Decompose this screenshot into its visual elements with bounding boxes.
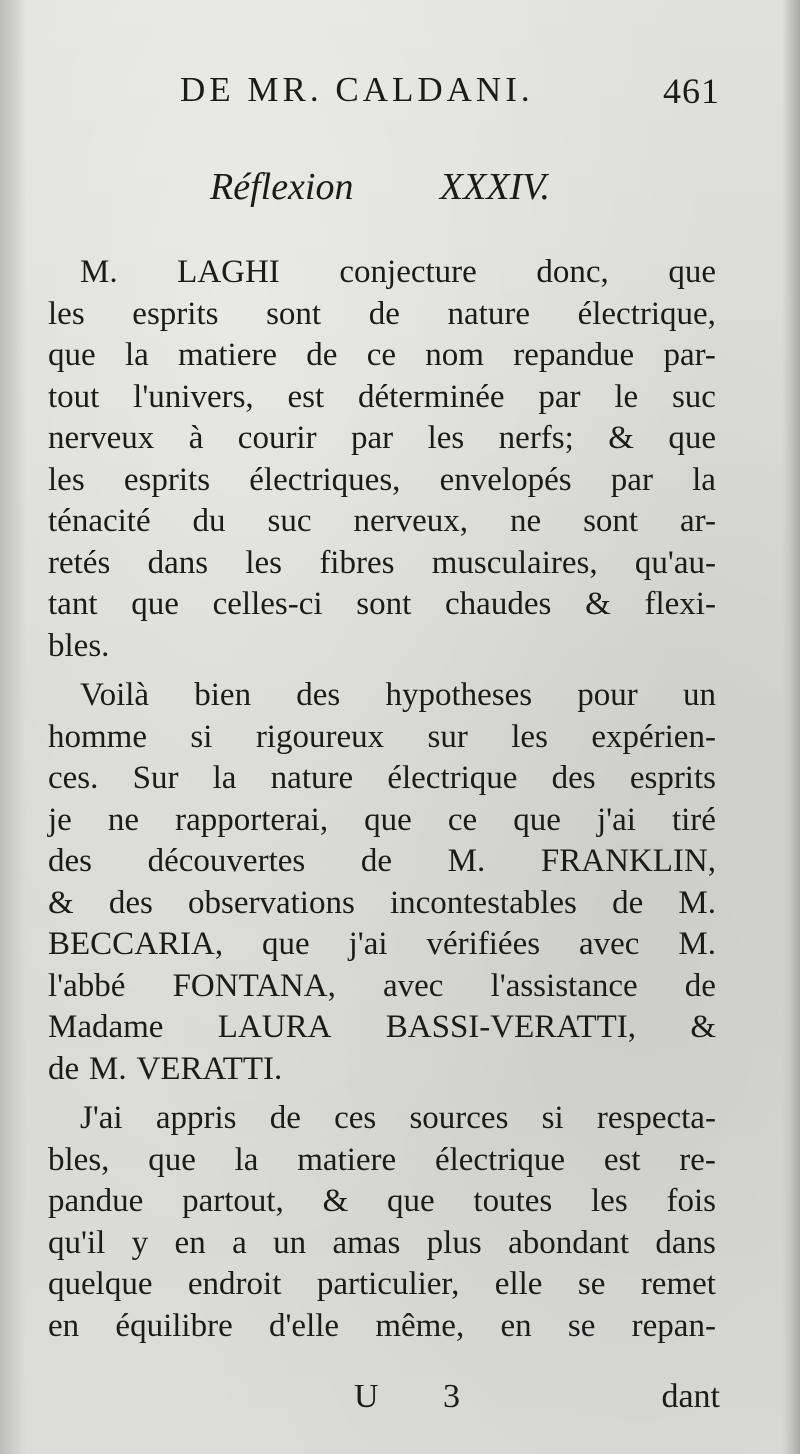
word: par- [663,337,716,373]
word: de [612,884,644,921]
word: VERATTI. [136,1050,283,1087]
word: j'ai [596,801,636,838]
word: que [364,801,412,838]
word: pour [577,677,638,713]
word: un [682,677,716,713]
word: LAGHI [177,254,280,290]
word: tiré [671,801,716,838]
word: observations [187,884,355,921]
word: vérifiées [426,926,541,962]
word: le [614,378,639,415]
page-gutter-shadow [0,0,26,1454]
paragraph [48,675,716,1090]
word: électrique [387,760,518,796]
word: de [360,843,393,879]
signature-mark: U 3 [354,1378,489,1415]
text-line [48,252,716,294]
text-line [48,584,716,626]
word: des [551,760,596,796]
word: l'assistance [490,967,638,1004]
word: Voilà [80,677,150,713]
word: à [188,420,204,456]
text-line [48,841,716,883]
word: par [610,461,653,498]
word: & [690,1009,716,1045]
word: M. [80,254,118,290]
word: les [48,461,85,498]
text-line [48,1098,716,1140]
page-edge-shadow [782,0,800,1454]
body-text [48,252,716,1347]
text-line [48,294,716,336]
text-line [48,626,716,668]
word: ces. [48,760,99,796]
word: est [287,378,325,415]
word: qu'il [48,1224,106,1261]
word: d'elle [268,1307,340,1344]
word: électrique, [577,295,716,332]
word: FONTANA, [172,967,336,1004]
word: que [148,1141,196,1178]
text-line [48,1264,716,1306]
word: en [48,1307,80,1344]
word: de [368,295,400,332]
word: sur [427,718,468,755]
word: tant [48,586,98,622]
text-line [48,1049,716,1091]
word: l'abbé [48,967,126,1004]
text-line [48,758,716,800]
word: nature [270,760,354,796]
word: la [234,1141,259,1178]
word: un [273,1224,307,1261]
word: j'ai [348,926,388,962]
word: particulier, [316,1266,460,1302]
word: tout [48,378,100,415]
word: sont [583,503,639,539]
word: y [131,1224,149,1261]
word: que [668,254,716,290]
word: même, [375,1307,465,1344]
word: hypotheses [385,677,533,713]
word: fibres [319,544,395,581]
word: rapporterai, [175,801,329,838]
word: je [48,801,72,838]
page-header [180,70,720,130]
word: les [511,718,548,755]
word: appris [155,1100,237,1136]
word: conjecture [339,254,477,290]
word: déterminée [357,378,505,415]
word: de [684,967,716,1004]
section-title-number: XXXIV. [439,166,550,208]
word: matiere [297,1141,397,1178]
word: la [212,760,237,796]
word: & [585,586,611,622]
word: FRANKLIN, [540,843,716,879]
word: du [192,503,226,539]
text-line [48,717,716,759]
word: M. [678,926,716,962]
word: endroit [187,1266,282,1302]
word: des [108,884,153,921]
word: elle [494,1266,543,1302]
word: dans [655,1224,716,1261]
word: de [269,1100,301,1136]
running-head: DE MR. CALDANI. [180,70,534,109]
word: nature [447,295,530,332]
text-line [48,1007,716,1049]
word: courir [237,420,317,456]
word: & [322,1183,349,1219]
word: dans [147,544,209,581]
word: se [577,1266,606,1302]
word: pandue [48,1183,144,1219]
word: nom [425,337,484,373]
word: amas [332,1224,401,1261]
word: nerfs; [498,420,574,456]
paragraph-gap [48,667,716,675]
text-line [48,966,716,1008]
word: musculaires, [431,544,598,581]
catchword: dant [661,1378,720,1415]
paragraph [48,252,716,667]
word: expérien- [591,718,716,755]
text-line [48,377,716,419]
paragraph [48,1098,716,1347]
word: quelque [48,1266,153,1302]
word: nerveux [48,420,155,456]
word: donc, [536,254,609,290]
text-line [48,501,716,543]
word: M. [89,1050,127,1087]
section-title [210,165,550,209]
word: rigoureux [255,718,385,755]
word: avec [382,967,444,1004]
word: si [190,718,213,755]
word: sont [356,586,412,622]
word: plus [426,1224,482,1261]
word: que [262,926,310,962]
word: envelopés [439,461,572,498]
word: que [668,420,716,456]
word: re- [679,1141,716,1178]
word: des [296,677,341,713]
word: des [48,843,92,879]
word: Madame [48,1009,164,1045]
word: ne [509,503,542,539]
word: retés [48,544,111,581]
word: bles. [48,627,110,664]
word: bles, [48,1141,110,1178]
text-line [48,335,716,377]
word: nerveux, [353,503,468,539]
word: les [245,544,283,581]
text-line [48,924,716,966]
word: si [541,1100,564,1136]
page-footer [340,1378,720,1428]
word: électriques, [249,461,401,498]
word: M. [678,884,716,921]
word: bien [194,677,252,713]
word: équilibre [115,1307,233,1344]
word: Sur [132,760,179,796]
word: ténacité [48,503,151,539]
word: chaudes [445,586,552,622]
word: ces [334,1100,377,1136]
word: qu'au- [634,544,716,581]
word: en [174,1224,206,1261]
word: & [608,420,634,456]
text-line [48,418,716,460]
word: par [351,420,394,456]
word: J'ai [80,1100,123,1136]
word: les [591,1183,628,1219]
word: par [538,378,581,415]
word: esprits [123,461,211,498]
word: repan- [631,1307,716,1344]
text-line [48,1181,716,1223]
word: de [306,337,338,373]
word: partout, [182,1183,284,1219]
word: flexi- [644,586,716,622]
word: esprits [132,295,219,332]
text-line [48,883,716,925]
word: BECCARIA, [48,926,224,962]
word: de [48,1050,80,1087]
word: respecta- [596,1100,716,1136]
word: que [131,586,179,622]
word: ne [107,801,140,838]
word: a [232,1224,247,1261]
text-line [48,1140,716,1182]
word: suc [267,503,312,539]
word: fois [666,1183,716,1219]
word: que [513,801,561,838]
word: & [48,884,74,921]
text-line [48,460,716,502]
word: les [48,295,85,332]
word: toutes [473,1183,553,1219]
paragraph-gap [48,1090,716,1098]
word: est [603,1141,641,1178]
word: LAURA [217,1009,332,1045]
word: BASSI-VERATTI, [385,1009,637,1045]
word: ce [447,801,478,838]
text-line [48,675,716,717]
text-line [48,1306,716,1348]
word: ce [366,337,396,373]
word: esprits [629,760,716,796]
word: matiere [178,337,277,373]
word: M. [447,843,486,879]
word: ar- [680,503,716,539]
word: sont [266,295,322,332]
text-line [48,800,716,842]
word: sources [409,1100,509,1136]
word: que [48,337,96,373]
word: remet [640,1266,716,1302]
word: l'univers, [133,378,254,415]
word: suc [671,378,716,415]
word: abondant [508,1224,630,1261]
word: en [500,1307,532,1344]
word: homme [48,718,147,755]
word: avec [579,926,640,962]
word: incontestables [389,884,577,921]
word: découvertes [147,843,306,879]
word: se [567,1307,596,1344]
word: la [692,461,716,498]
word: la [124,337,149,373]
word: électrique [434,1141,566,1178]
page-number: 461 [663,71,720,111]
section-title-word: Réflexion [210,166,354,208]
word: celles-ci [212,586,323,622]
word: que [387,1183,435,1219]
text-line [48,1223,716,1265]
text-line [48,543,716,585]
word: les [427,420,465,456]
word: repandue [513,337,635,373]
